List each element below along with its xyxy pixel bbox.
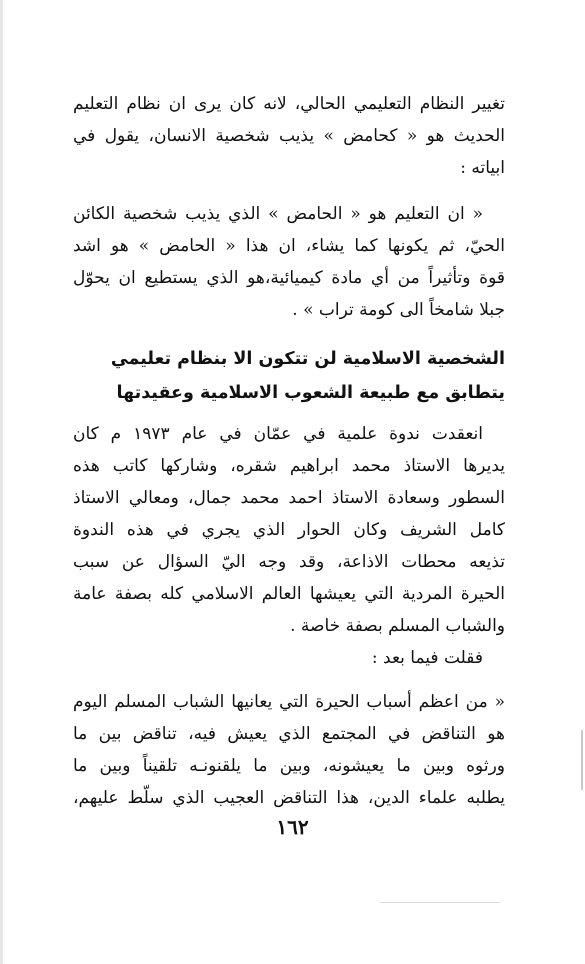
page-number: ١٦٢ — [276, 815, 309, 839]
text-line: جبلا شامخاً الى كومة تراب » . — [292, 300, 505, 320]
text-line: يديرها الاستاذ محمد ابراهيم شقره، وشاركها كاتب هذه — [73, 456, 505, 476]
text-line: يطلبه علماء الدين، هذا التناقض العجيب الذي سلّط عليهم، — [73, 788, 505, 808]
text-line: انعقدت ندوة علمية في عمّان في عام ١٩٧٣ م كان — [73, 424, 484, 444]
text-line: والشباب المسلم بصفة خاصة . — [290, 616, 505, 636]
text-line: هو التناقض في المجتمع الذي يعيش فيه، تناقض بين ما — [73, 724, 505, 744]
text-line: فقلت فيما بعد : — [371, 648, 483, 668]
scan-edge-mark — [581, 730, 583, 790]
text-line: الحديث هو « كحامض » يذيب شخصية الانسان، يقول في — [73, 126, 505, 146]
scan-edge-mark — [380, 902, 500, 903]
quote-confusion — [73, 686, 505, 814]
section-heading — [73, 342, 505, 410]
quote-education-acid — [73, 198, 505, 326]
paragraph-then-i-said — [73, 642, 505, 674]
text-line: ابياته : — [460, 158, 505, 178]
text-line: السطور وسعادة الاستاذ احمد محمد جمال، ومعالي الاستاذ — [73, 488, 505, 508]
heading-line: الشخصية الاسلامية لن تتكون الا بنظام تعليمي — [110, 349, 505, 369]
text-line: الحيّ، ثم يكونها كما يشاء، ان هذا « الحامض » هو اشد — [73, 236, 505, 256]
text-line: تذيعه محطات الاذاعة، وقد وجه اليّ السؤال عن سبب — [73, 552, 505, 572]
text-line: قوة وتأثيراً من أي مادة كيميائية،هو الذي يستطيع ان يحوّل — [73, 268, 505, 288]
text-line: تغيير النظام التعليمي الحالي، لانه كان يرى ان نظام التعليم — [73, 94, 505, 114]
text-line: « من اعظم أسباب الحيرة التي يعانيها الشباب المسلم اليوم — [73, 692, 505, 712]
text-line: « ان التعليم هو « الحامض » الذي يذيب شخصية الكائن — [73, 204, 483, 224]
text-line: كامل الشريف وكان الحوار الذي يجري في هذه الندوة — [73, 520, 505, 540]
heading-line: يتطابق مع طبيعة الشعوب الاسلامية وعقيدتها — [116, 383, 505, 403]
text-line: ورثوه وبين ما يعيشونه، وبين ما يلقنونـه تلقيناً وبين ما — [73, 756, 505, 776]
paragraph-intro — [73, 88, 505, 184]
paragraph-seminar — [73, 418, 505, 642]
text-line: الحيرة المردية التي يعيشها العالم الاسلامي كله بصفة عامة — [73, 584, 505, 604]
